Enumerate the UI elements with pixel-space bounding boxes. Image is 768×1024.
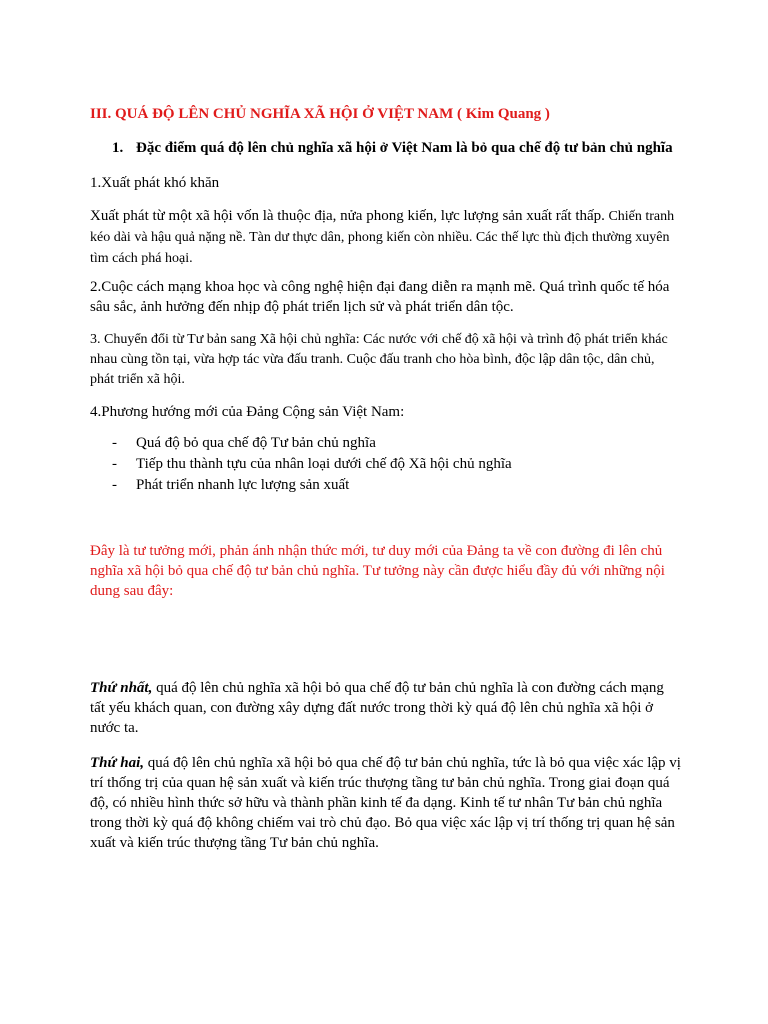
list-dash: - — [112, 477, 117, 493]
second-point-text: quá độ lên chủ nghĩa xã hội bỏ qua chế độ tư bản chủ nghĩa, tức là bỏ qua việc xác lập vị trí thống trị của quan hệ sản xuất và kiến trúc thượng tầng tư bản chủ nghĩa. Trong giai đoạn quá độ, có nhiều hình thức sở hữu và thành phần kinh tế đa dạng. Kinh tế tư nhân Tư bản chủ nghĩa trong thời kỳ quá độ không chiếm vai trò chủ đạo. Bỏ qua việc xác lập vị trí thống trị quan hệ sản xuất và kiến trúc thượng tầng Tư bản chủ nghĩa. — [90, 755, 681, 851]
list-item — [112, 475, 512, 496]
paragraph-new-direction: 4.Phương hướng mới của Đảng Cộng sản Việt Nam: — [90, 404, 405, 420]
paragraph-starting-point-body — [90, 206, 682, 269]
section-heading: III. QUÁ ĐỘ LÊN CHỦ NGHĨA XÃ HỘI Ở VIỆT NAM ( Kim Quang ) — [90, 106, 550, 122]
second-point-label: Thứ hai, — [90, 755, 145, 771]
subsection-number: 1. — [112, 140, 124, 156]
paragraph-second-point — [90, 753, 682, 853]
paragraph-transition: 3. Chuyển đổi từ Tư bản sang Xã hội chủ nghĩa: Các nước với chế độ xã hội và trình độ phát triển khác nhau cùng tồn tại, vừa hợp tác vừa đấu tranh. Cuộc đấu tranh cho hòa bình, độc lập dân tộc, dân chủ, phát triển xã hội. — [90, 332, 668, 387]
list-dash: - — [112, 435, 117, 451]
first-point-label: Thứ nhất, — [90, 680, 153, 696]
list-item-text: Phát triển nhanh lực lượng sản xuất — [136, 477, 350, 493]
first-point-text: quá độ lên chủ nghĩa xã hội bỏ qua chế độ tư bản chủ nghĩa là con đường cách mạng tất yếu khách quan, con đường xây dựng đất nước trong thời kỳ quá độ lên chủ nghĩa xã hội ở nước ta. — [90, 680, 664, 736]
subsection-title: Đặc điểm quá độ lên chủ nghĩa xã hội ở Việt Nam là bỏ qua chế độ tư bản chủ nghĩa — [136, 140, 673, 156]
paragraph-starting-point-part1: Xuất phát từ một xã hội vốn là thuộc địa, nửa phong kiến, lực lượng sản xuất rất thấp. — [90, 208, 605, 224]
paragraph-starting-point-title: 1.Xuất phát khó khăn — [90, 175, 220, 191]
direction-list — [112, 433, 512, 496]
paragraph-starting-point-part2: Chiến tranh kéo dài và hậu quả nặng nề. Tàn dư thực dân, phong kiến còn nhiều. Các thế lực thù địch thường xuyên tìm cách phá hoại. — [90, 209, 675, 266]
paragraph-first-point — [90, 678, 682, 738]
red-highlight-paragraph: Đây là tư tưởng mới, phản ánh nhận thức mới, tư duy mới của Đảng ta về con đường đi lên chủ nghĩa xã hội bỏ qua chế độ tư bản chủ nghĩa. Tư tưởng này cần được hiểu đầy đủ với những nội dung sau đây: — [90, 543, 665, 599]
list-dash: - — [112, 456, 117, 472]
list-item-text: Quá độ bỏ qua chế độ Tư bản chủ nghĩa — [136, 435, 376, 451]
paragraph-science-revolution: 2.Cuộc cách mạng khoa học và công nghệ hiện đại đang diễn ra mạnh mẽ. Quá trình quốc tế hóa sâu sắc, ảnh hưởng đến nhịp độ phát triển lịch sử và phát triển dân tộc. — [90, 279, 670, 315]
subsection-heading — [112, 138, 712, 158]
list-item — [112, 454, 512, 475]
list-item — [112, 433, 512, 454]
list-item-text: Tiếp thu thành tựu của nhân loại dưới chế độ Xã hội chủ nghĩa — [136, 456, 512, 472]
